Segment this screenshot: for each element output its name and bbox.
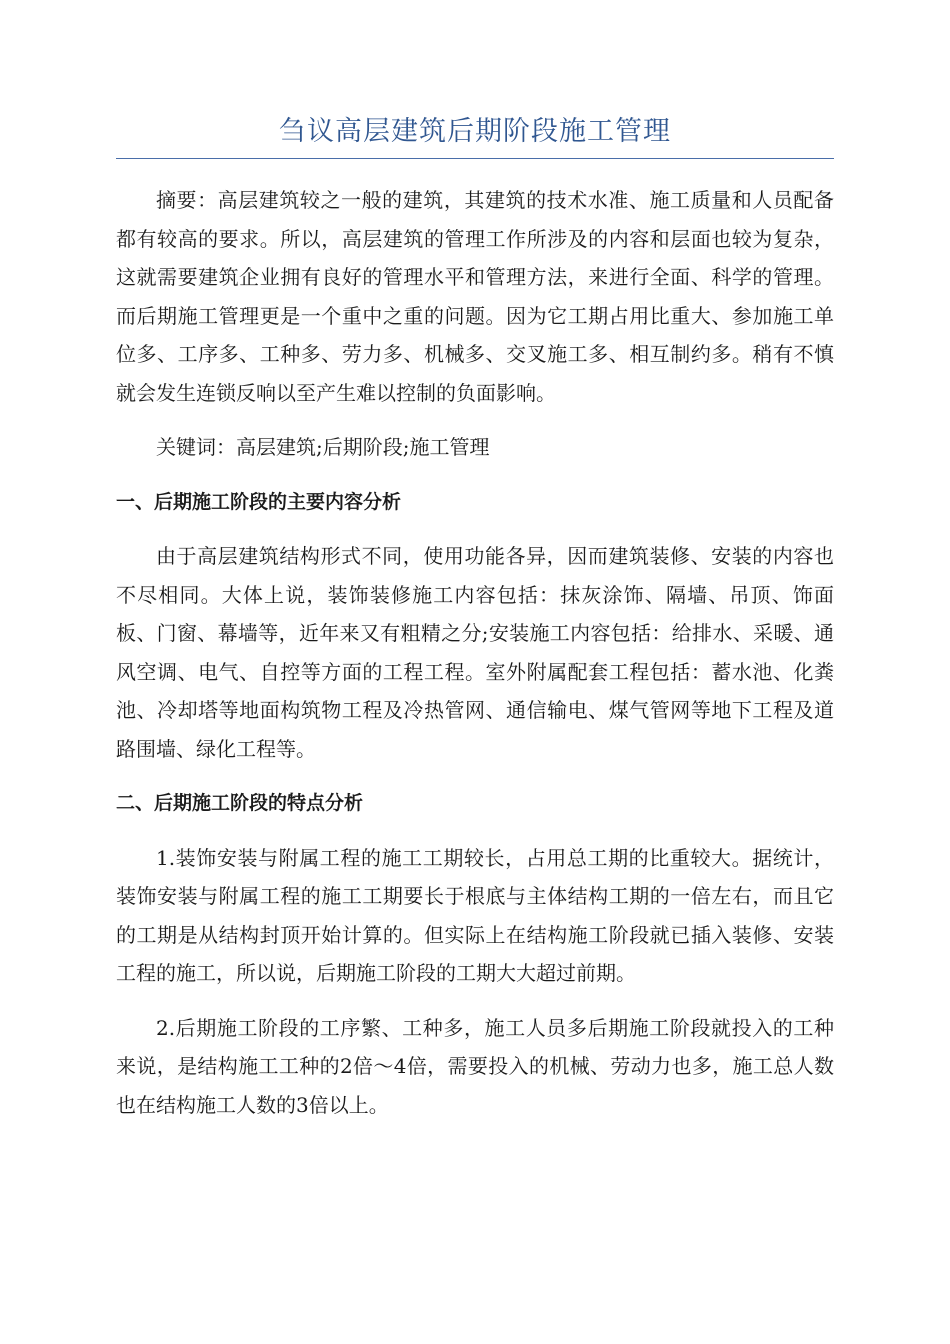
section-2-paragraph-1: 1.装饰安装与附属工程的施工工期较长，占用总工期的比重较大。据统计，装饰安装与附属工程的施工工期要长于根底与主体结构工期的一倍左右，而且它的工期是从结构封顶开始计算的。但实际上在结构施工阶段就已插入装修、安装工程的施工，所以说，后期施工阶段的工期大大超过前期。 [116, 845, 834, 985]
document-page [116, 110, 834, 1124]
section-2-paragraph-2: 2.后期施工阶段的工序繁、工种多，施工人员多后期施工阶段就投入的工种来说，是结构施工工种的2倍～4倍，需要投入的机械、劳动力也多，施工总人数也在结构施工人数的3倍以上。 [116, 1015, 834, 1117]
section-1-paragraph-1: 由于高层建筑结构形式不同，使用功能各异，因而建筑装修、安装的内容也不尽相同。大体上说，装饰装修施工内容包括：抹灰涂饰、隔墙、吊顶、饰面板、门窗、幕墙等，近年来又有粗精之分;安装施工内容包括：给排水、采暖、通风空调、电气、自控等方面的工程工程。室外附属配套工程包括：蓄水池、化粪池、冷却塔等地面构筑物工程及冷热管网、通信输电、煤气管网等地下工程及道路围墙、绿化工程等。 [116, 544, 834, 761]
section-2-heading: 二、后期施工阶段的特点分析 [116, 792, 364, 814]
abstract-paragraph: 摘要：高层建筑较之一般的建筑，其建筑的技术水准、施工质量和人员配备都有较高的要求。所以，高层建筑的管理工作所涉及的内容和层面也较为复杂，这就需要建筑企业拥有良好的管理水平和管理方法，来进行全面、科学的管理。而后期施工管理更是一个重中之重的问题。因为它工期占用比重大、参加施工单位多、工序多、工种多、劳力多、机械多、交叉施工多、相互制约多。稍有不慎就会发生连锁反响以至产生难以控制的负面影响。 [116, 188, 834, 405]
keywords-line: 关键词：高层建筑;后期阶段;施工管理 [156, 435, 490, 459]
title-underline [116, 158, 834, 159]
section-1-heading: 一、后期施工阶段的主要内容分析 [116, 490, 402, 513]
document-title: 刍议高层建筑后期阶段施工管理 [279, 116, 671, 147]
